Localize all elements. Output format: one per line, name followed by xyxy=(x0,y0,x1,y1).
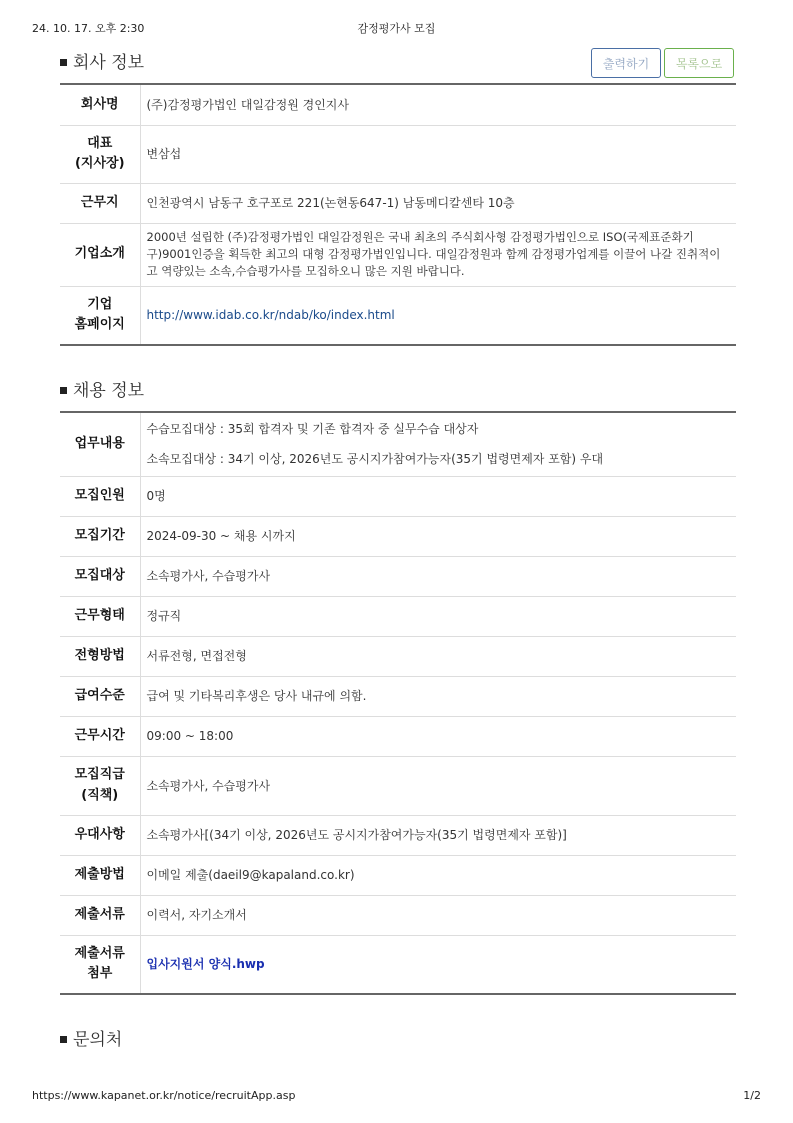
recruit-position-row xyxy=(60,756,736,815)
recruit-selection-label: 전형방법 xyxy=(60,636,140,676)
recruit-duty-line1: 수습모집대상 : 35회 합격자 및 기존 합격자 중 실무수습 대상자 xyxy=(146,422,479,437)
company-homepage-row xyxy=(60,286,736,345)
recruit-documents-value: 이력서, 자기소개서 xyxy=(140,895,736,935)
recruit-employment-type-row xyxy=(60,596,736,636)
contact-section-title-text: 문의처 xyxy=(73,1030,123,1050)
print-datetime: 24. 10. 17. 오후 2:30 xyxy=(32,22,145,35)
recruit-headcount-label: 모집인원 xyxy=(60,476,140,516)
company-name-label: 회사명 xyxy=(60,84,140,125)
print-page-number: 1/2 xyxy=(743,1089,761,1102)
company-location-row xyxy=(60,183,736,223)
recruit-section-title-text: 채용 정보 xyxy=(73,381,145,401)
recruit-employment-type-value: 정규직 xyxy=(140,596,736,636)
print-button[interactable]: 출력하기 xyxy=(591,48,661,78)
recruit-salary-label: 급여수준 xyxy=(60,676,140,716)
recruit-submit-method-value: 이메일 제출(daeil9@kapaland.co.kr) xyxy=(140,855,736,895)
recruit-submit-method-row xyxy=(60,855,736,895)
print-footer xyxy=(32,1089,761,1105)
square-bullet-icon xyxy=(60,387,67,394)
recruit-salary-row xyxy=(60,676,736,716)
recruit-duty-row xyxy=(60,412,736,476)
company-intro-value: 2000년 설립한 (주)감정평가법인 대일감정원은 국내 최초의 주식회사형 감정평가법인으로 ISO(국제표준화기구)9001인증을 획득한 최고의 대형 감정평가법인입니다. 대일감정원과 함께 감정평가업계를 이끌어 나갈 진취적이고 역량있는 소속,수습평가사를 모집하오니 많은 지원 바랍니다. xyxy=(140,223,736,286)
contact-section-title xyxy=(60,1025,122,1050)
recruit-info-table xyxy=(60,411,736,995)
attachment-download-link[interactable]: 입사지원서 양식.hwp xyxy=(146,957,265,972)
recruit-position-value: 소속평가사, 수습평가사 xyxy=(140,756,736,815)
company-homepage-link[interactable]: http://www.idab.co.kr/ndab/ko/index.html xyxy=(146,308,395,323)
company-intro-row xyxy=(60,223,736,286)
company-intro-label: 기업소개 xyxy=(60,223,140,286)
recruit-period-row xyxy=(60,516,736,556)
recruit-hours-label: 근무시간 xyxy=(60,716,140,756)
company-ceo-value: 변삼섭 xyxy=(140,125,736,183)
recruit-attachment-cell xyxy=(140,935,736,994)
print-url: https://www.kapanet.or.kr/notice/recruitApp.asp xyxy=(32,1089,296,1102)
list-button[interactable]: 목록으로 xyxy=(664,48,734,78)
recruit-section-title xyxy=(60,376,144,401)
recruit-period-label: 모집기간 xyxy=(60,516,140,556)
recruit-headcount-row xyxy=(60,476,736,516)
recruit-submit-method-label: 제출방법 xyxy=(60,855,140,895)
recruit-salary-value: 급여 및 기타복리후생은 당사 내규에 의함. xyxy=(140,676,736,716)
company-section-title-text: 회사 정보 xyxy=(73,53,145,73)
recruit-position-label: 모집직급 (직책) xyxy=(60,756,140,815)
recruit-duty-value xyxy=(140,412,736,476)
company-ceo-label: 대표 (지사장) xyxy=(60,125,140,183)
recruit-duty-label: 업무내용 xyxy=(60,412,140,476)
recruit-duty-line2: 소속모집대상 : 34기 이상, 2026년도 공시지가참여가능자(35기 법령면제자 포함) 우대 xyxy=(146,452,604,467)
company-section-title xyxy=(60,48,144,73)
recruit-target-row xyxy=(60,556,736,596)
company-info-table xyxy=(60,83,736,346)
recruit-attachment-label: 제출서류 첨부 xyxy=(60,935,140,994)
recruit-preference-label: 우대사항 xyxy=(60,815,140,855)
recruit-hours-value: 09:00 ~ 18:00 xyxy=(140,716,736,756)
square-bullet-icon xyxy=(60,59,67,66)
recruit-documents-row xyxy=(60,895,736,935)
recruit-selection-row xyxy=(60,636,736,676)
print-doc-title: 감정평가사 모집 xyxy=(357,22,436,35)
company-name-row xyxy=(60,84,736,125)
recruit-documents-label: 제출서류 xyxy=(60,895,140,935)
recruit-headcount-value: 0명 xyxy=(140,476,736,516)
recruit-target-label: 모집대상 xyxy=(60,556,140,596)
company-homepage-cell xyxy=(140,286,736,345)
recruit-preference-row xyxy=(60,815,736,855)
company-location-value: 인천광역시 남동구 호구포로 221(논현동647-1) 남동메디칼센타 10층 xyxy=(140,183,736,223)
recruit-preference-value: 소속평가사[(34기 이상, 2026년도 공시지가참여가능자(35기 법령면제자 포함)] xyxy=(140,815,736,855)
company-name-value: (주)감정평가법인 대일감정원 경인지사 xyxy=(140,84,736,125)
recruit-target-value: 소속평가사, 수습평가사 xyxy=(140,556,736,596)
recruit-selection-value: 서류전형, 면접전형 xyxy=(140,636,736,676)
recruit-attachment-row xyxy=(60,935,736,994)
print-header xyxy=(32,20,761,36)
company-location-label: 근무지 xyxy=(60,183,140,223)
recruit-employment-type-label: 근무형태 xyxy=(60,596,140,636)
company-ceo-row xyxy=(60,125,736,183)
company-homepage-label: 기업 홈페이지 xyxy=(60,286,140,345)
recruit-hours-row xyxy=(60,716,736,756)
recruit-period-value: 2024-09-30 ~ 채용 시까지 xyxy=(140,516,736,556)
square-bullet-icon xyxy=(60,1036,67,1043)
